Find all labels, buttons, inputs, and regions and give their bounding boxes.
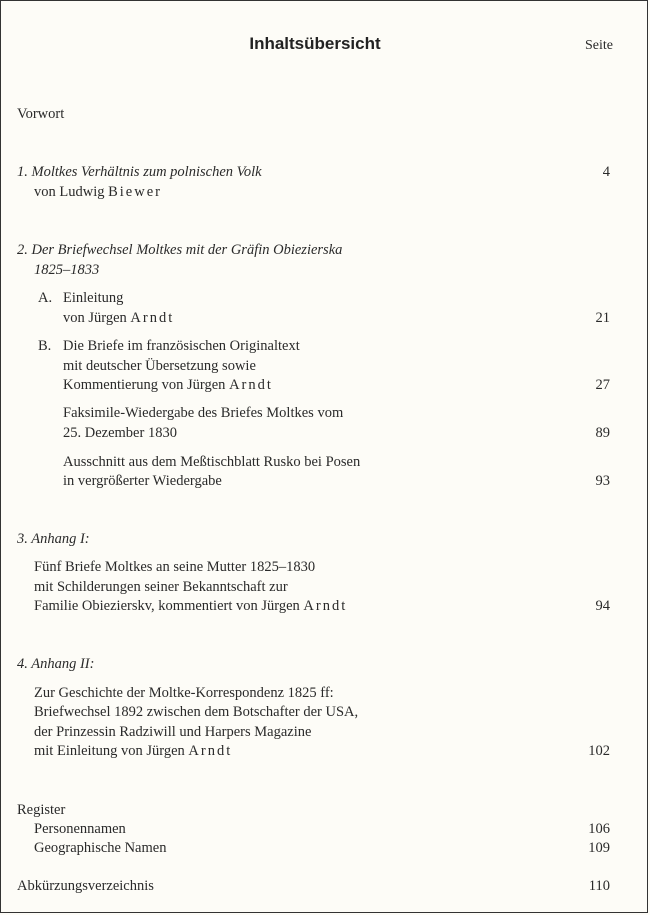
section-4-line-4-text: mit Einleitung von Jürgen (34, 743, 185, 759)
register-geographische-namen: Geographische Namen (34, 840, 167, 856)
section-4-number: 4. (17, 656, 28, 672)
section-3-number: 3. (17, 531, 28, 547)
register-personennamen: Personennamen (34, 821, 126, 837)
section-2b-line-2: mit deutscher Übersetzung sowie (63, 358, 256, 374)
section-1-title (17, 163, 262, 182)
section-3-line-3 (34, 597, 347, 616)
section-3-line-1: Fünf Briefe Moltkes an seine Mutter 1825–1830 (34, 559, 316, 575)
section-2b-author: Arndt (229, 377, 273, 393)
section-1-by: von Ludwig (34, 184, 105, 200)
section-2a-author-line (63, 309, 174, 328)
register-label: Register (17, 802, 66, 818)
messtischblatt-line-1: Ausschnitt aus dem Meßtischblatt Rusko bei Posen (63, 454, 361, 470)
section-2-title (17, 241, 342, 260)
section-2a-by: von Jürgen (63, 310, 127, 326)
section-2-title-text: Der Briefwechsel Moltkes mit der Gräfin Obiezierska (31, 242, 343, 258)
abkuerzungsverzeichnis: Abkürzungsverzeichnis (17, 878, 154, 894)
vorwort-entry: Vorwort (17, 106, 65, 122)
section-3-line-2: mit Schilderungen seiner Bekanntschaft zur (34, 579, 288, 595)
page-column-header: Seite (585, 38, 613, 53)
messtischblatt-page: 93 (595, 473, 610, 489)
section-4-author: Arndt (188, 743, 233, 759)
section-4-line-3: der Prinzessin Radziwill und Harpers Magazine (34, 724, 312, 740)
section-2b-label: B. (38, 338, 52, 354)
section-3-title-text: Anhang I: (31, 531, 90, 547)
section-2b-by: Kommentierung von Jürgen (63, 377, 226, 393)
section-3-author: Arndt (303, 598, 348, 614)
section-3-page: 94 (595, 598, 610, 614)
faksimile-line-2: 25. Dezember 1830 (63, 425, 177, 441)
register-personennamen-page: 106 (588, 821, 610, 837)
section-4-line-4 (34, 742, 232, 761)
abkuerzungsverzeichnis-page: 110 (588, 878, 610, 894)
page-title: Inhaltsübersicht (249, 34, 381, 53)
section-1-title-text: Moltkes Verhältnis zum polnischen Volk (31, 164, 262, 180)
section-1-number: 1. (17, 164, 28, 180)
section-2b-page: 27 (595, 377, 610, 393)
section-4-line-1: Zur Geschichte der Moltke-Korrespondenz 1825 ff: (34, 685, 334, 701)
section-1-page: 4 (602, 164, 610, 180)
section-4-title (17, 655, 94, 674)
section-2a-title: Einleitung (63, 290, 124, 306)
section-1-author: Biewer (108, 184, 162, 200)
register-geographische-namen-page: 109 (588, 840, 610, 856)
faksimile-page: 89 (595, 425, 610, 441)
faksimile-line-1: Faksimile-Wiedergabe des Briefes Moltkes vom (63, 405, 344, 421)
section-3-line-3-text: Familie Obiezierskv, kommentiert von Jürgen (34, 598, 300, 614)
section-4-line-2: Briefwechsel 1892 zwischen dem Botschafter der USA, (34, 704, 359, 720)
section-2b-line-1: Die Briefe im französischen Originaltext (63, 338, 300, 354)
section-2-number: 2. (17, 242, 28, 258)
section-2a-author: Arndt (130, 310, 175, 326)
section-2-title-years: 1825–1833 (34, 262, 100, 278)
section-4-title-text: Anhang II: (31, 656, 95, 672)
section-2a-page: 21 (595, 310, 610, 326)
section-2b-author-line (63, 376, 273, 395)
section-2a-label: A. (38, 290, 53, 306)
messtischblatt-line-2: in vergrößerter Wiedergabe (63, 473, 222, 489)
section-4-page: 102 (588, 743, 610, 759)
section-1-author-line (34, 183, 162, 202)
section-3-title (17, 530, 90, 549)
